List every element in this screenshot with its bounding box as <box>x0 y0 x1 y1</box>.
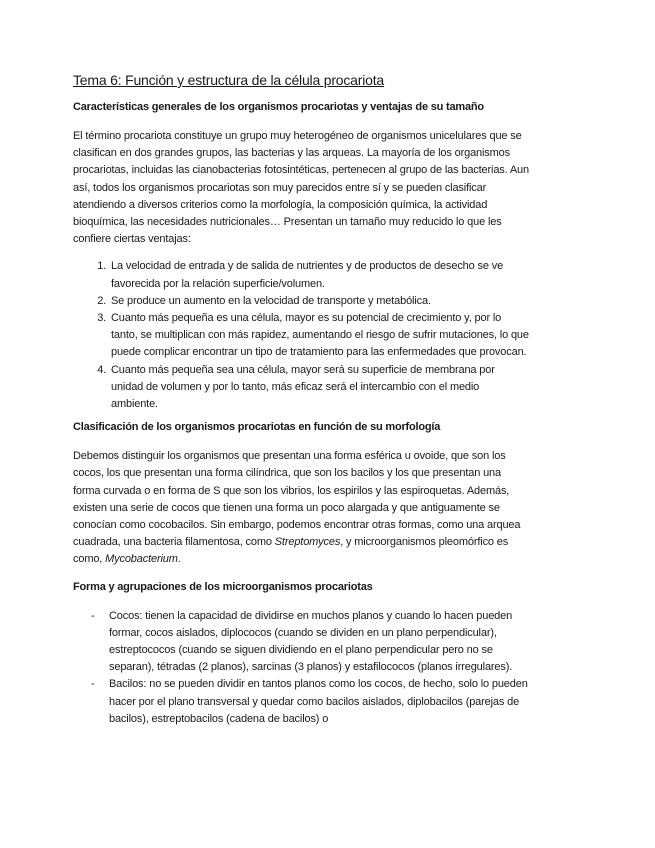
italic-term-mycobacterium: Mycobacterium <box>105 553 178 566</box>
paragraph-intro: El término procariota constituye un grupo muy heterogéneo de organismos unicelulares que se clasifican en dos grandes grupos, las bacterias y las arqueas. La mayoría de los organismos procariotas, incluidas las cianobacterias fotosintéticas, pertenecen al grupo de las bacterias. Aun así, todos los organismos procariotas son muy parecidos entre sí y se pueden clasificar atendiendo a diversos criterios como la morfología, la composición química, la actividad bioquímica, las necesidades nutricionales… Presentan un tamaño muy reducido lo que les confiere ciertas ventajas: <box>73 130 529 246</box>
list-item <box>73 608 529 677</box>
dash-bullet: - <box>91 609 95 622</box>
advantages-list <box>73 258 529 413</box>
list-item: 1. La velocidad de entrada y de salida de nutrientes y de productos de desecho se ve favorecida por la relación superficie/volumen. <box>109 258 529 292</box>
dash-bullet: - <box>91 678 95 691</box>
list-item: 4. Cuanto más pequeña sea una célula, mayor será su superficie de membrana por unidad de volumen y por lo tanto, más eficaz será el intercambio con el medio ambiente. <box>109 362 529 414</box>
list-item-text: Cocos: tienen la capacidad de dividirse en muchos planos y cuando lo hacen pueden formar, cocos aislados, diplococos (cuando se dividen en un plano perpendicular), estreptococos (cuando se siguen dividiendo en el plano perpendicular pero no se separan), tétradas (2 planos), sarcinas (3 planos) y estafilococos (planos irregulares). <box>109 609 513 674</box>
list-item: 3. Cuanto más pequeña es una célula, mayor es su potencial de crecimiento y, por lo tanto, se multiplican con más rapidez, aumentando el riesgo de sufrir mutaciones, lo que puede complicar encontrar un tipo de tratamiento para las enfermedades que provocan. <box>109 310 529 362</box>
list-item-text: Bacilos: no se pueden dividir en tantos planos como los cocos, de hecho, solo lo pueden hacer por el plano transversal y quedar como bacilos aislados, diplobacilos (parejas de bacilos), estreptobacilos (cadena de bacilos) o <box>109 678 528 725</box>
italic-term-streptomyces: Streptomyces <box>274 536 341 549</box>
document-page <box>73 70 529 728</box>
document-title: Tema 6: Función y estructura de la célula procariota <box>73 72 384 88</box>
text-run: . <box>177 553 181 566</box>
section-heading-morphology: Clasificación de los organismos procariotas en función de su morfología <box>73 421 441 434</box>
section-heading-groupings: Forma y agrupaciones de los microorganismos procariotas <box>73 580 373 593</box>
groupings-list <box>73 608 529 728</box>
list-item <box>73 676 529 728</box>
text-run: Debemos distinguir los organismos que presentan una forma esférica u ovoide, que son los cocos, los que presentan una forma cilíndrica, que son los bacilos y los que presentan una forma curvada o en forma de S que son los vibrios, los espirilos y las espiroquetas. Además, existen una serie de cocos que tienen una forma un poco alargada y que antiguamente se conocían como cocobacilos. Sin embargo, podemos encontrar otras formas, como una arquea cuadrada, una bacteria filamentosa, como <box>73 450 521 549</box>
section-heading-characteristics: Características generales de los organismos procariotas y ventajas de su tamaño <box>73 101 484 113</box>
text-run: , y microorganismos pleomórfico es como, <box>73 536 509 566</box>
paragraph-morphology <box>73 448 529 568</box>
list-item: 2. Se produce un aumento en la velocidad de transporte y metabólica. <box>109 293 529 310</box>
